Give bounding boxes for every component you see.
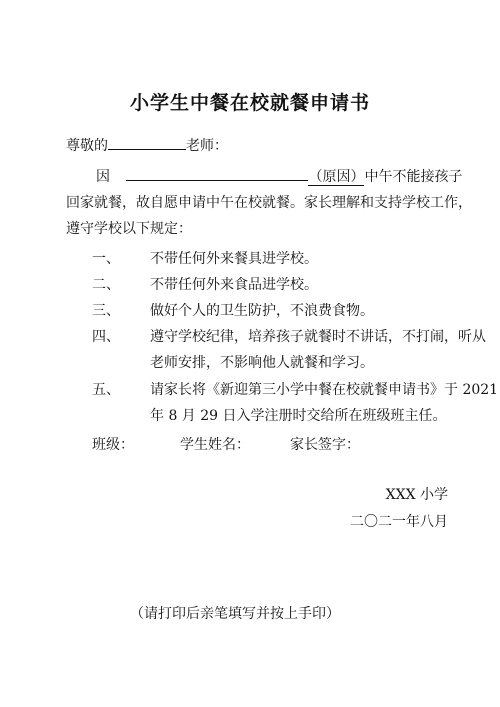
footer-note: （请打印后亲笔填写并按上手印） (130, 606, 340, 622)
document-title: 小学生中餐在校就餐申请书 (129, 92, 370, 114)
reason-label: （原因） (308, 169, 365, 185)
rule-number: 四、 (92, 329, 120, 345)
paragraph-line-3: 遵守学校以下规定： (66, 221, 192, 237)
rule-text: 不带任何外来食品进学校。 (150, 277, 318, 293)
school-name: XXX 小学 (385, 487, 448, 503)
rule-number: 五、 (92, 382, 120, 398)
paragraph-line-1 (96, 166, 462, 186)
rule-item-2 (92, 274, 318, 294)
class-label: 班级： (92, 437, 134, 453)
rule-text: 做好个人的卫生防护，不浪费食物。 (150, 303, 374, 319)
rule-number: 二、 (92, 277, 120, 293)
rule-item-1 (92, 248, 318, 268)
student-name-label: 学生姓名： (180, 437, 250, 453)
rule-item-4 (92, 326, 486, 346)
reason-blank[interactable] (126, 166, 308, 181)
rule-item-4-continued: 老师安排，不影响他人就餐和学习。 (150, 355, 374, 371)
teacher-name-blank[interactable] (108, 135, 186, 150)
para1-start: 因 (96, 169, 110, 185)
rule-number: 三、 (92, 303, 120, 319)
paragraph-line-2: 回家就餐，故自愿申请中午在校就餐。家长理解和支持学校工作， (66, 195, 472, 211)
document-date: 二〇二一年八月 (350, 514, 448, 530)
rule-text: 不带任何外来餐具进学校。 (150, 251, 318, 267)
salutation-suffix: 老师： (186, 138, 228, 154)
parent-signature-label: 家长签字： (290, 437, 360, 453)
rule-item-5 (92, 379, 498, 399)
salutation (66, 135, 228, 155)
para1-rest: 中午不能接孩子 (364, 169, 463, 185)
rule-item-3 (92, 300, 374, 320)
rule-number: 一、 (92, 251, 120, 267)
rule-text: 请家长将《新迎第三小学中餐在校就餐申请书》于 2021 (150, 382, 499, 398)
rule-item-5-continued: 年 8 月 29 日入学注册时交给所在班级班主任。 (150, 408, 447, 424)
rule-text: 遵守学校纪律，培养孩子就餐时不讲话，不打闹，听从 (150, 329, 486, 345)
salutation-prefix: 尊敬的 (66, 138, 108, 154)
